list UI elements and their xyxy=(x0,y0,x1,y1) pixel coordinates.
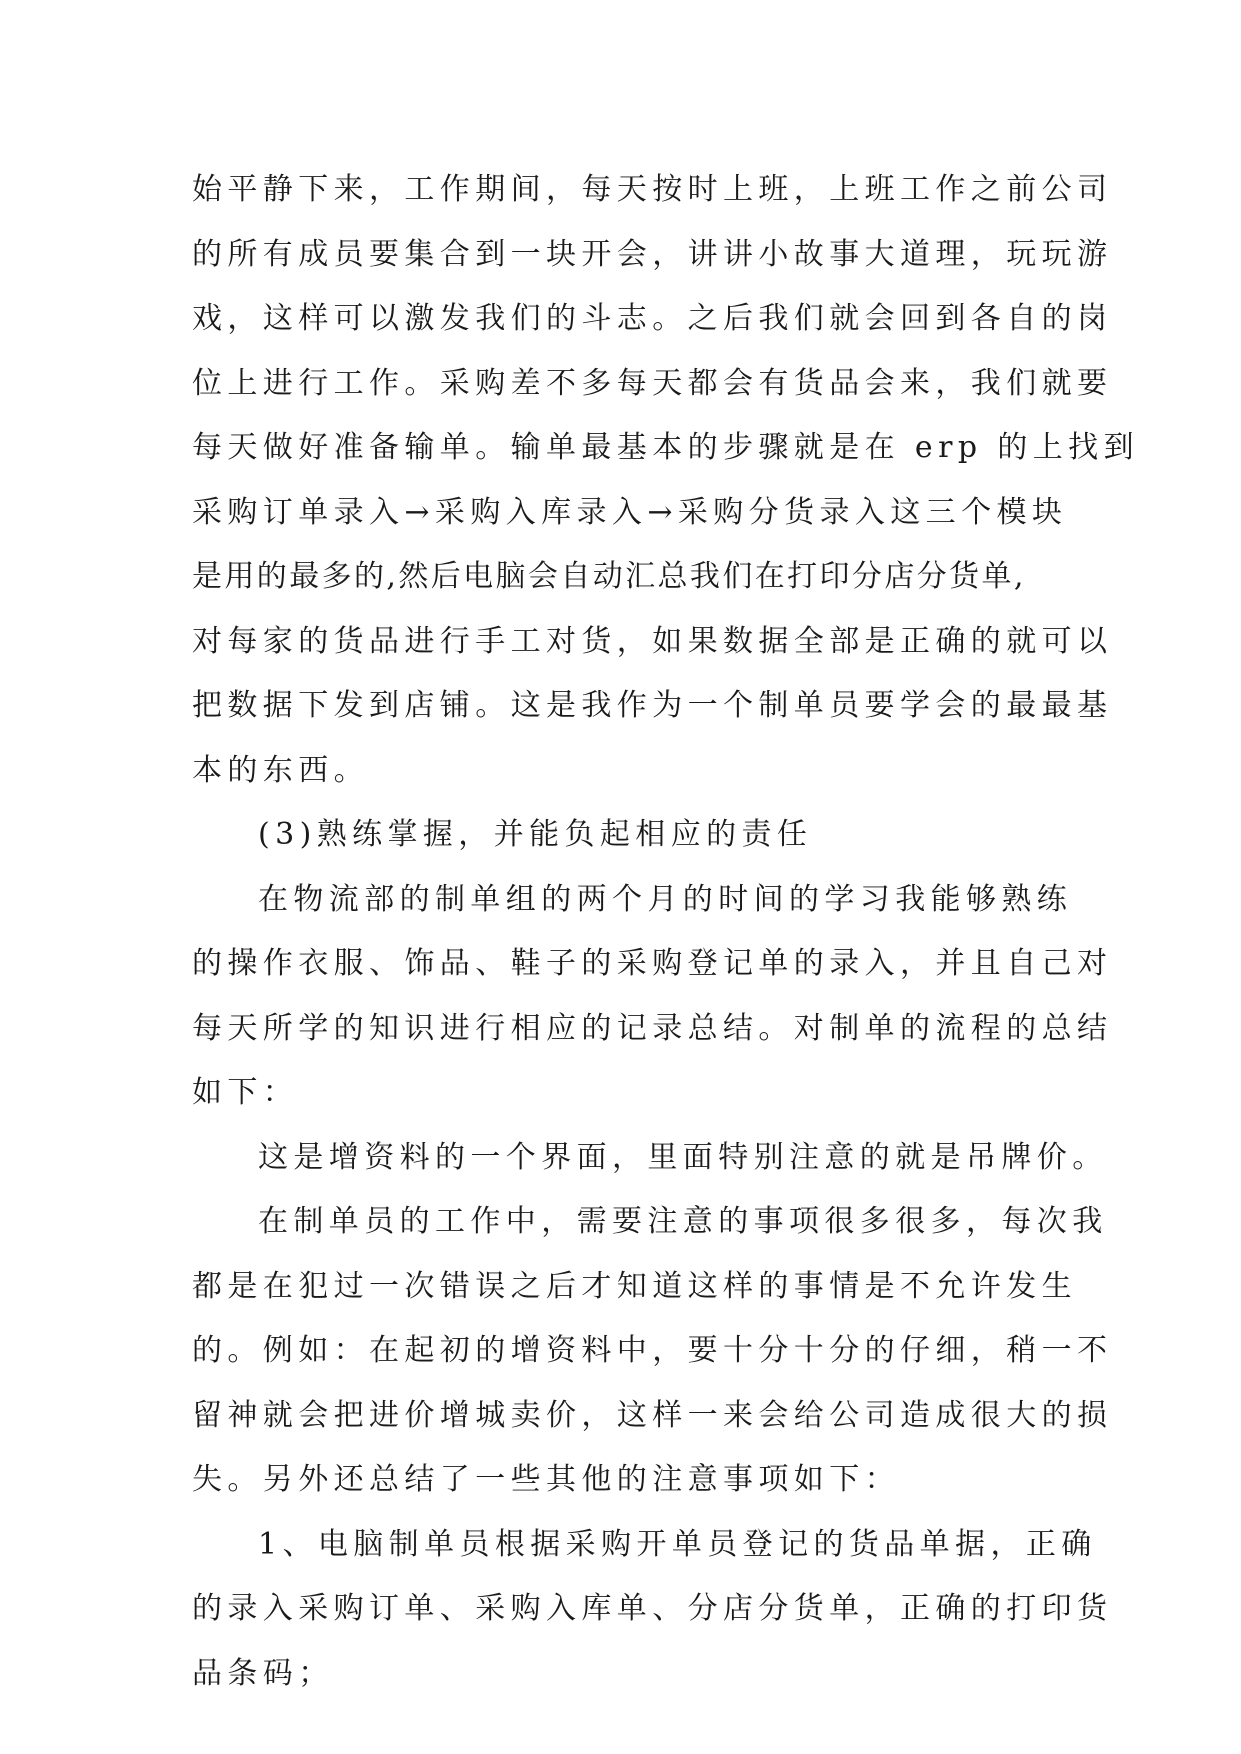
list-item: 1、电脑制单员根据采购开单员登记的货品单据，正确 xyxy=(258,1526,1097,1562)
paragraph-line: 品条码； xyxy=(192,1655,334,1691)
paragraph-line: 如下： xyxy=(192,1075,299,1110)
paragraph-line: 留神就会把进价增城卖价，这样一来会给公司造成很大的损 xyxy=(192,1397,1113,1433)
paragraph-line: 失。另外还总结了一些其他的注意事项如下： xyxy=(192,1462,900,1497)
paragraph-line: 每天所学的知识进行相应的记录总结。对制单的流程的总结 xyxy=(192,1010,1113,1046)
paragraph-line: 在物流部的制单组的两个月的时间的学习我能够熟练 xyxy=(258,881,1073,917)
document-body xyxy=(192,158,1139,1706)
paragraph-line: 是用的最多的,然后电脑会自动汇总我们在打印分店分货单, xyxy=(192,559,1026,594)
paragraph-line: 每天做好准备输单。输单最基本的步骤就是在 erp 的上找到 xyxy=(192,430,1139,465)
paragraph-line: 都是在犯过一次错误之后才知道这样的事情是不允许发生 xyxy=(192,1268,1077,1304)
paragraph-line: 始平静下来，工作期间，每天按时上班，上班工作之前公司 xyxy=(192,172,1113,207)
paragraph-line: 的录入采购订单、采购入库单、分店分货单，正确的打印货 xyxy=(192,1591,1113,1626)
paragraph-line: 戏，这样可以激发我们的斗志。之后我们就会回到各自的岗 xyxy=(192,301,1113,336)
paragraph-line: 的所有成员要集合到一块开会，讲讲小故事大道理，玩玩游 xyxy=(192,236,1113,272)
paragraph-line: 的。例如：在起初的增资料中，要十分十分的仔细，稍一不 xyxy=(192,1333,1113,1368)
paragraph-line: 本的东西。 xyxy=(192,752,369,788)
paragraph-line: 把数据下发到店铺。这是我作为一个制单员要学会的最最基 xyxy=(192,688,1113,723)
paragraph-line: 这是增资料的一个界面，里面特别注意的就是吊牌价。 xyxy=(258,1139,1108,1175)
paragraph-line: 在制单员的工作中，需要注意的事项很多很多，每次我 xyxy=(258,1204,1108,1239)
paragraph-line: 采购订单录入→采购入库录入→采购分货录入这三个模块 xyxy=(192,494,1068,530)
paragraph-line: 对每家的货品进行手工对货，如果数据全部是正确的就可以 xyxy=(192,623,1113,659)
paragraph-line: 的操作衣服、饰品、鞋子的采购登记单的录入，并且自己对 xyxy=(192,946,1113,981)
paragraph-line: 位上进行工作。采购差不多每天都会有货品会来，我们就要 xyxy=(192,365,1113,401)
section-heading: (3)熟练掌握，并能负起相应的责任 xyxy=(258,817,813,852)
